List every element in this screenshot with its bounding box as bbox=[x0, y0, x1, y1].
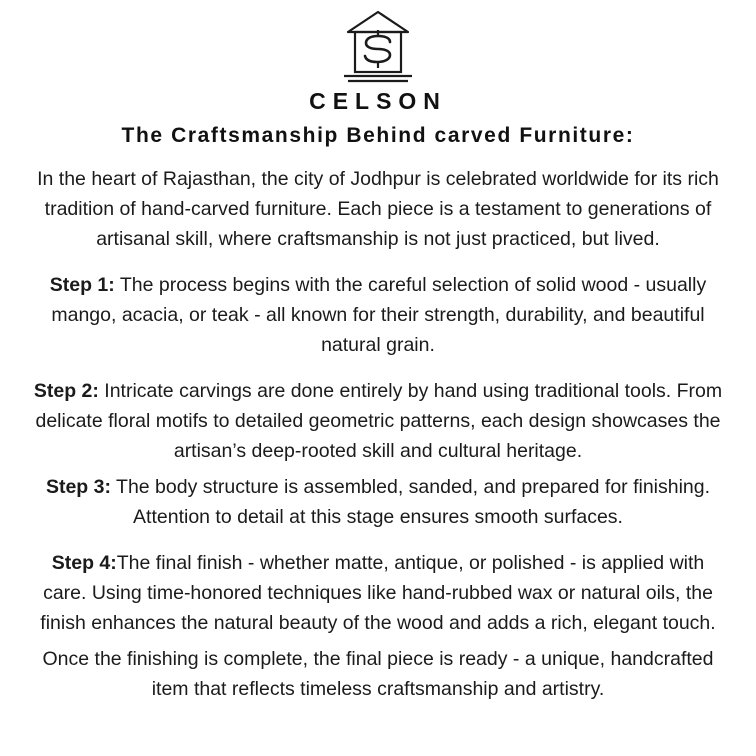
step-text-4: The final finish - whether matte, antique, or polished - is applied with care. Using time-honored techniques like hand-rubbed wax or natural oils, the finish enhances the natural beauty of the wood and adds a rich, elegant touch. bbox=[40, 552, 716, 634]
intro-paragraph: In the heart of Rajasthan, the city of Jodhpur is celebrated worldwide for its rich tradition of hand-carved furniture. Each piece is a testament to generations of artisanal skill, where craftsmanship is not just practiced, but lived. bbox=[37, 168, 719, 250]
closing-paragraph: Once the finishing is complete, the final piece is ready - a unique, handcrafted item that reflects timeless craftsmanship and artistry. bbox=[42, 648, 714, 700]
step-label-1: Step 1: bbox=[49, 274, 115, 296]
step-label-4: Step 4: bbox=[51, 552, 117, 574]
page-title: The Craftsmanship Behind carved Furniture: bbox=[121, 124, 635, 147]
step-paragraph-2 bbox=[28, 376, 728, 466]
step-label-2: Step 2: bbox=[33, 380, 99, 402]
house-monogram-logo-icon bbox=[330, 8, 426, 86]
step-text-3: The body structure is assembled, sanded, and prepared for finishing. Attention to detail at this stage ensures smooth surfaces. bbox=[110, 476, 711, 528]
step-paragraph-3 bbox=[28, 472, 728, 532]
brand-name: CELSON bbox=[309, 88, 447, 114]
step-text-1: The process begins with the careful selection of solid wood - usually mango, acacia, or teak - all known for their strength, durability, and beautiful natural grain. bbox=[51, 274, 707, 356]
step-text-2: Intricate carvings are done entirely by hand using traditional tools. From delicate floral motifs to detailed geometric patterns, each design showcases the artisan’s deep-rooted skill and cultural heritage. bbox=[35, 380, 723, 462]
step-label-3: Step 3: bbox=[45, 476, 111, 498]
step-paragraph-4 bbox=[28, 548, 728, 638]
step-paragraph-1 bbox=[28, 270, 728, 360]
